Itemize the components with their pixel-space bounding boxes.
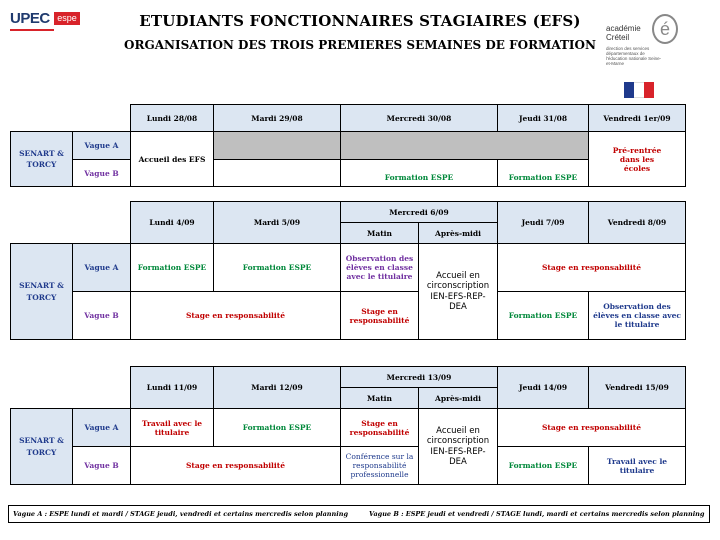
- w1-grey-cell-2: [340, 131, 589, 160]
- w3-site-label: SENART & TORCY: [10, 408, 73, 485]
- logo-espe-text: espe: [54, 12, 80, 25]
- w3-formation-tue: Formation ESPE: [213, 408, 341, 447]
- legend-vague-a: Vague A : ESPE lundi et mardi / STAGE jeudi, vendredi et certains mercredis selon planning: [13, 510, 348, 518]
- legend-vague-b: Vague B : ESPE jeudi et vendredi / STAGE lundi, mardi et certains mercredis selon planning: [369, 510, 705, 518]
- w1-accueil-cell: Accueil des EFS: [130, 131, 214, 187]
- w3-day-4: Jeudi 14/09: [497, 366, 589, 409]
- w2-formation-mon: Formation ESPE: [130, 243, 214, 292]
- w3-apres-midi-label: Après-midi: [418, 387, 498, 409]
- w1-day-2: Mardi 29/08: [213, 104, 341, 132]
- w3-stage-thu-fri: Stage en responsabilité: [497, 408, 686, 447]
- w2-stage-wed: Stage en responsabilité: [340, 291, 419, 340]
- w1-empty-cell: [213, 159, 341, 187]
- w3-conference-wed: Conférence sur la responsabilité professionnelle: [340, 446, 419, 485]
- w2-observation-fri: Observation des élèves en classe avec le titulaire: [588, 291, 686, 340]
- page-subtitle: ORGANISATION DES TROIS PREMIERES SEMAINES DE FORMATION: [124, 38, 596, 52]
- academie-subtext: direction des services départementaux de l'éducation nationale Seine-et-Marne: [606, 46, 662, 66]
- w1-formation-thu: Formation ESPE: [497, 159, 589, 187]
- w3-accueil-circ-cell: Accueil en circonscription IEN-EFS-REP-DEA: [418, 408, 498, 485]
- w1-vague-a-label: Vague A: [72, 131, 131, 160]
- w3-day-3: Mercredi 13/09: [340, 366, 498, 388]
- w2-observation-wed: Observation des élèves en classe avec le titulaire: [340, 243, 419, 292]
- w3-travail-mon: Travail avec le titulaire: [130, 408, 214, 447]
- w1-day-4: Jeudi 31/08: [497, 104, 589, 132]
- w3-formation-thu: Formation ESPE: [497, 446, 589, 485]
- w3-day-1: Lundi 11/09: [130, 366, 214, 409]
- w3-vague-b-label: Vague B: [72, 446, 131, 485]
- w2-day-4: Jeudi 7/09: [497, 201, 589, 244]
- academie-e-icon: é: [652, 14, 678, 44]
- w1-prerentree-cell: Pré-rentrée dans les écoles: [588, 131, 686, 187]
- academie-name: académie Créteil: [606, 24, 641, 42]
- w2-apres-midi-label: Après-midi: [418, 222, 498, 244]
- w2-formation-thu: Formation ESPE: [497, 291, 589, 340]
- w2-stage-thu-fri: Stage en responsabilité: [497, 243, 686, 292]
- legend-footer: [8, 505, 710, 523]
- w3-stage-mon-tue: Stage en responsabilité: [130, 446, 341, 485]
- logo-upec-text: UPEC: [10, 10, 50, 27]
- w2-matin-label: Matin: [340, 222, 419, 244]
- w1-day-5: Vendredi 1er/09: [588, 104, 686, 132]
- w2-vague-b-label: Vague B: [72, 291, 131, 340]
- w3-matin-label: Matin: [340, 387, 419, 409]
- w2-day-2: Mardi 5/09: [213, 201, 341, 244]
- w2-vague-a-label: Vague A: [72, 243, 131, 292]
- w3-stage-wed: Stage en responsabilité: [340, 408, 419, 447]
- w3-travail-fri: Travail avec le titulaire: [588, 446, 686, 485]
- w2-site-label: SENART & TORCY: [10, 243, 73, 340]
- w3-vague-a-label: Vague A: [72, 408, 131, 447]
- page-title: ETUDIANTS FONCTIONNAIRES STAGIAIRES (EFS): [139, 12, 581, 30]
- w2-stage-mon-tue: Stage en responsabilité: [130, 291, 341, 340]
- w2-day-1: Lundi 4/09: [130, 201, 214, 244]
- w1-site-label: SENART & TORCY: [10, 131, 73, 187]
- w2-formation-tue: Formation ESPE: [213, 243, 341, 292]
- w1-day-1: Lundi 28/08: [130, 104, 214, 132]
- w2-day-5: Vendredi 8/09: [588, 201, 686, 244]
- w1-day-3: Mercredi 30/08: [340, 104, 498, 132]
- w3-day-2: Mardi 12/09: [213, 366, 341, 409]
- w1-formation-wed: Formation ESPE: [340, 159, 498, 187]
- w1-vague-b-label: Vague B: [72, 159, 131, 187]
- w1-grey-cell-1: [213, 131, 341, 160]
- w2-day-3: Mercredi 6/09: [340, 201, 498, 223]
- french-flag-icon: [624, 82, 654, 98]
- w3-day-5: Vendredi 15/09: [588, 366, 686, 409]
- w2-accueil-circ-cell: Accueil en circonscription IEN-EFS-REP-DEA: [418, 243, 498, 340]
- academie-creteil-logo: [602, 8, 682, 100]
